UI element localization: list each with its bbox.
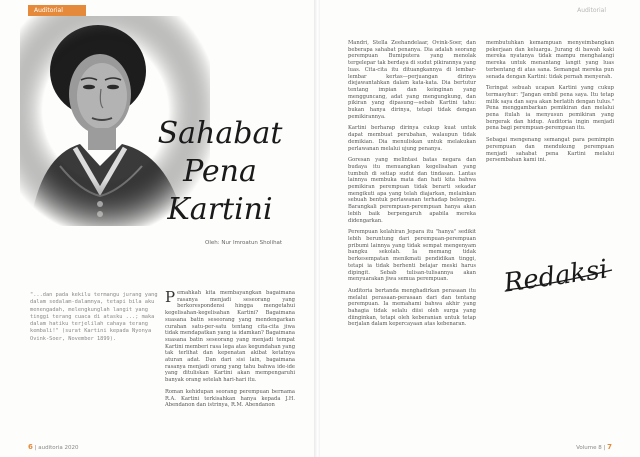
drop-cap: P <box>165 288 176 306</box>
footer-text: Volume 8 | <box>576 445 606 451</box>
title-line: Pena <box>183 154 257 189</box>
paragraph: membutuhkan kemampuan menyeimbangkan pekerjaan dan keluarga. Jurang di bawah kaki mereka nyatanya tidak mampu menghalangi mereka untuk menantang langit yang luas terbentang di atas sana. Semangat mereka pun senada dengan Kartini: tidak pernah menyerah. <box>486 40 614 80</box>
footer-text: | auditoria 2020 <box>34 445 79 451</box>
article-column-1 <box>165 290 295 414</box>
footer-left <box>28 443 79 451</box>
paragraph <box>165 290 295 384</box>
page-number: 7 <box>607 443 612 451</box>
paragraph: Perempuan kelahiran Jepara itu "hanya" sedikit lebih beruntung dari perempuan-perempuan pribumi lainnya yang tidak sempat mengenyam bangku sekolah. Ia memang tidak berkesempatan menikmati pendidikan tinggi, tetapi ia tidak berhenti belajar meski harus dipingit. Sebab tulisan-tulisannya akan menyuarakan jiwa semua perempuan. <box>348 229 476 283</box>
paragraph: Teringat sebuah ucapan Kartini yang cukup termasyhur: "Jangan embil pena saya. Itu tetap milik saya dan saya akan berlatih dengan tulus." Pena menggambarkan pemikiran dan melalui pena itulah ia menyusun pemikiran yang bergerak dan hidup. Auditoria ingin menjadi pena bagi perempuan-perempuan itu. <box>486 85 614 132</box>
article-column-3 <box>486 40 614 169</box>
left-page <box>0 0 316 457</box>
page-number: 6 <box>28 443 33 451</box>
paragraph: Kartini berharap dirinya cukup kuat untuk dapat membuat perubahan, walaupun tidak demikian. Dia menuliskan untuk melakukan perlawanan melalui ujung penanya. <box>348 125 476 152</box>
paragraph: Auditoria bertanda menghadirkan perasaan itu melalui perasaan-perasaan dari dan tentang perempuan. Ia memahami bahwa akhir yang bahagia tidak selalu diisi oleh surga yang diinginkan, tetapi oleh keberanian untuk tetap berjalan dalam kepercayaan atas kebenaran. <box>348 287 476 328</box>
paragraph: Goresan yang melintasi batas negara dan budaya itu menuangkan kegelisahan yang tumbuh di setiap sudut dan tindasan. Lantas lainnya membuka mata dan hati kita bahwa pemikiran perempuan tidak berarti sekadar mengikuti apa yang telah diajarkan, melainkan sebuah bentuk perlawanan terhadap belenggu. Barangkali perempuan-perempuan hanya akan lebih baik berpengaruh apabila mereka didengarkan. <box>348 157 476 224</box>
pull-quote: "...dan pada kekilu termangu jurang yang dalam sedalam-dalamnya, tetapi bila aku menengadah, melengkunglah langit yang tinggi terang cuaca di atasku ...; maka dalam hatiku terjelilah cahaya terang kembali!" (surat Kartini kepada Nyonya Ovink-Soer, November 1899). <box>30 292 158 342</box>
section-tag: Auditorial <box>577 7 606 14</box>
paragraph: Roman kehidupan seorang perempuan bernama R.A. Kartini terkisahkan hanya kepada J.H. Abendanon dan istrinya, R.M. Abendanon <box>165 388 295 409</box>
section-tag: Auditorial <box>28 5 86 16</box>
paragraph: Sebagai mengenang semangat para pemimpin perempuan dan mendukung perempuan menjadi sahabat pena Kartini melalui persembahan kami ini. <box>486 137 614 164</box>
footer-right <box>576 443 612 451</box>
title-line: Sahabat <box>157 116 283 151</box>
signature-redaksi <box>500 250 620 300</box>
article-column-2 <box>348 40 476 333</box>
author-byline: Oleh: Nur Imroatun Sholihat <box>205 240 283 246</box>
signature-text: Redaksi <box>501 254 610 299</box>
paragraph: Mandri, Stella Zeehandelaar, Ovink-Soer, dan beberapa sahabat penanya. Dia adalah seorang perempuan Bumiputera yang menolak tergelepar tak berdaya di sudut pikirannya yang luas. Cita-cita itu dituangkannya di lembar-lembar kertas—perjuangan dirinya diejawantahkan dalam kata-kata. Dia bertutur tentang impian dan keinginan yang mengguncang, adat yang mengungkung, dan pikiran yang dipasung—sebab Kartini tahu: bukan hanya dirinya, tetapi tidak dengan pemikirannya. <box>348 40 476 120</box>
paragraph-text: emahkah kita membayangkan bagaimana rasanya menjadi seseorang yang berkorespondensi hingga mengetahui kegelisahan-kegelisahan Kartini? Bagaimana suasana batin seseorang yang mendengarkan curahan satu-per-satu tentang cita-cita jiwa tidak mendapatkan yang ia idamkan? Bagaimana suasana batin seseorang yang menjadi tempat Kartini memberi rasa lega atas kegundahan yang tak terlihat dan kepenatan akibat ketatnya aturan adat. Dan dari sisi lain, bagaimana rasanya menjadi orang yang tahu bahwa ide-ide yang dituliskan Kartini akan mempengaruhi banyak orang setelah hari-hari itu. <box>165 290 296 384</box>
title-line: Kartini <box>167 192 273 227</box>
article-title <box>150 115 290 229</box>
